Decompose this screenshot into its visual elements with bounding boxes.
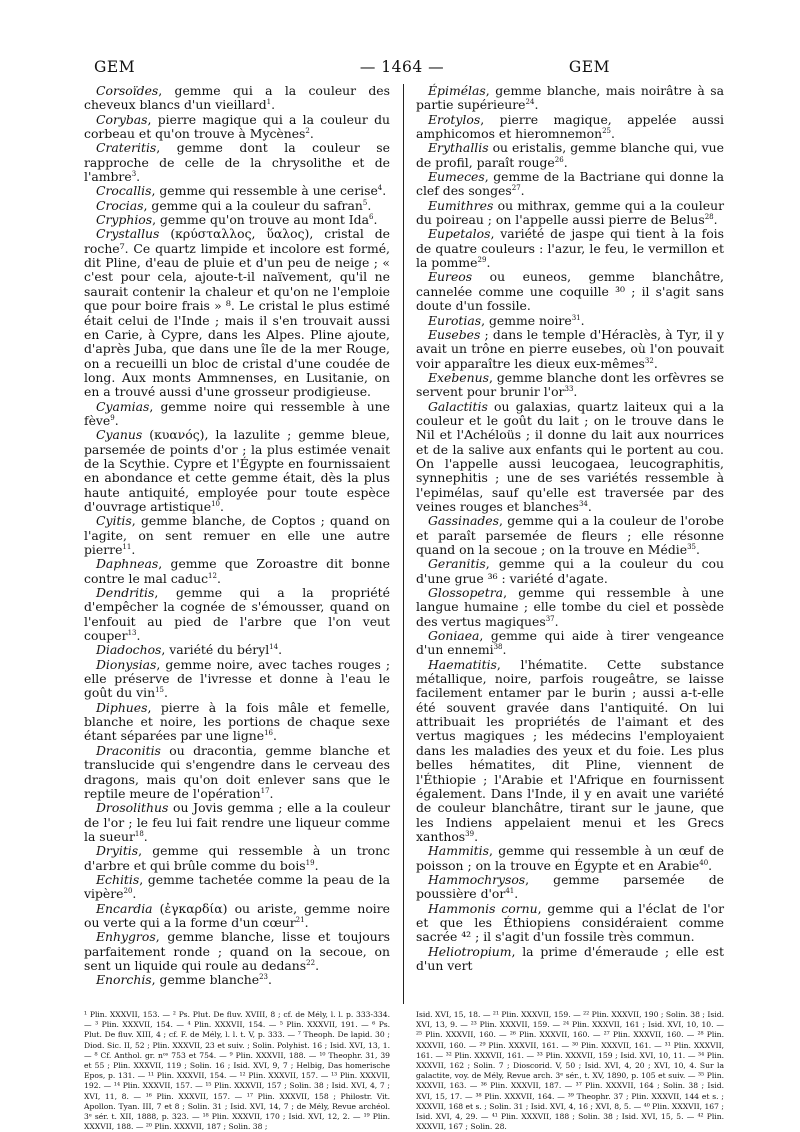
gem-entry: Erythallis ou eristalis, gemme blanche qui, vue de profil, paraît rouge$^{26}$. (416, 140, 724, 170)
footnote-ref: 34 (578, 499, 588, 508)
header-left: GEM (94, 58, 136, 76)
gem-description: ou euneos, gemme blanchâtre, cannelée comme une coquille ³⁰ ; il s'agit sans doute d'un fossile. (416, 269, 724, 314)
gem-entry: Encardia (ἐγκαρδία) ou ariste, gemme noire ou verte qui a la forme d'un cœur$^{21}$. (84, 900, 390, 930)
gem-description: , gemme de la Bactriane qui donne la clef des songes (416, 169, 724, 199)
gem-term: Crateritis (96, 140, 157, 156)
gem-description: , gemme qui ressemble à une cerise (151, 183, 378, 199)
gem-term: Daphneas (96, 556, 159, 572)
gem-term: Glossopetra (428, 585, 504, 601)
gem-description: ou Jovis gemma ; elle a la couleur de l'or ; le feu lui fait rendre une liqueur comme la sueur (84, 800, 390, 844)
gem-term: Gassinades (428, 513, 499, 529)
gem-term: Eurotias (428, 312, 482, 328)
gem-entry: Enhygros, gemme blanche, lisse et toujours parfaitement ronde ; quand on la secoue, on sent un liquide qui roule au dedans$^{22}$. (84, 929, 390, 973)
footnote-ref: 1 (266, 98, 272, 107)
gem-entry: Cyanus (κυανός), la lazulite ; gemme bleue, parsemée de points d'or ; la plus estimée venait de la Scythie. Cypre et l'Égypte en fournissaient en abondance et cette gemme était, dès la plus haute antiquité, employée pour toute espèce d'ouvrage artistique$^{10}$. (84, 427, 390, 514)
gem-description: , gemme qui a l'éclat de l'or et que les Éthiopiens considéraient comme sacrée ⁴² ; il s'agit d'un fossile très commun. (416, 900, 724, 945)
gem-term: Enorchis (96, 972, 152, 988)
gem-entry: Exebenus, gemme blanche dont les orfèvres se servent pour brunir $l'or^{33}$. (416, 369, 724, 400)
footnote-ref: 31 (571, 313, 581, 322)
right-column (416, 84, 724, 973)
footnote-ref: 25 (602, 126, 611, 135)
footnote-ref: 13 (127, 628, 137, 637)
footnote-ref: 4 (377, 184, 383, 193)
gem-description: , gemme blanche, de Coptos ; quand on l'agite, on sent remuer en elle une autre pierre (84, 513, 390, 557)
gem-description: , gemme blanche, mais noirâtre à sa partie supérieure (416, 83, 724, 113)
gem-description: , gemme que Zoroastre dit bonne contre le mal caduc (84, 556, 390, 586)
gem-entry: Dendritis, gemme qui a la propriété d'empêcher la cognée de s'émousser, quand on l'enfouit au pied de l'arbre que l'on veut couper$^{13}$. (84, 585, 390, 644)
footnote-ref: 11 (122, 542, 132, 551)
gem-description: , gemme dont la couleur se rapproche de celle de la chrysolithe et de l'ambre (84, 140, 390, 185)
footnote-ref: 23 (259, 973, 269, 982)
gem-entry: Drosolithus ou Jovis gemma ; elle a la couleur de l'or ; le feu lui fait rendre une liqueur comme la sueur$^{18}$. (84, 800, 390, 844)
gem-description: , variété de jaspe qui tient à la fois de quatre couleurs : l'azur, le feu, le vermillon et la pomme (416, 226, 724, 271)
gem-description: , gemme qui a la couleur des cheveux blancs d'un vieillard (84, 83, 390, 113)
gem-entry: Eurotias, gemme noire$^{31}$. (428, 312, 585, 328)
gem-term: Eusebes (428, 326, 481, 342)
gem-term: Cyamias (96, 398, 150, 414)
gem-term: Cryphios (96, 212, 153, 228)
footnote-ref: 16 (264, 729, 273, 738)
gem-entry: Glossopetra, gemme qui ressemble à une langue humaine ; elle tombe du ciel et possède des vertus magiques$^{37}$. (416, 585, 724, 629)
footnote-ref: 32 (644, 356, 654, 365)
gem-description: , gemme blanche (151, 972, 260, 988)
gem-description: , pierre magique, appelée aussi amphicomos et hieromnemon (416, 111, 724, 142)
footnote-ref: 22 (306, 958, 316, 967)
gem-description: , gemme noire, avec taches rouges ; elle préserve de l'ivresse et donne à l'eau le goût du vin (84, 656, 390, 701)
gem-entry: Hammochrysos, gemme parsemée de poussière $d'or^{41}$. (416, 871, 724, 902)
footnote-ref: 38 (493, 643, 503, 652)
footnote-ref: 35 (687, 542, 696, 551)
footnote-ref: 3 (131, 169, 137, 178)
gem-description: , gemme qui a la couleur du safran (143, 197, 363, 213)
footnote-ref: 33 (564, 385, 574, 394)
gem-term: Corybas (96, 111, 148, 127)
footnote-ref: 6 (368, 212, 374, 221)
gem-description: , gemme noire qui ressemble à une fève (84, 398, 390, 428)
gem-entry (84, 227, 390, 399)
gem-entry: Diphues, pierre à la fois mâle et femelle, blanche et noire, les portions de chaque sexe étant séparées par une ligne$^{16}$. (84, 699, 390, 744)
running-header (84, 58, 720, 82)
gem-term: Cyitis (96, 513, 132, 529)
footnote-ref: 17 (260, 786, 270, 795)
gem-term: Draconitis (96, 742, 161, 758)
gem-entry: Galactitis ou galaxias, quartz laiteux qui a la couleur et le goût du lait ; on le trouve dans le Nil et l'Achéloüs ; il donne du lait aux nourrices et de la salive aux enfants qui le portent au cou. On l'appelle aussi leucogaea, leucographitis, synnephitis ; une de ses variétés ressemble à l'epimélas, sauf qu'elle est traversée par des veines rouges et blanches$^{34}$. (416, 398, 724, 514)
gem-description: , gemme qui ressemble à une langue humaine ; elle tombe du ciel et possède des vertus magiques (416, 585, 724, 629)
footnote-ref: 20 (123, 887, 133, 896)
gem-description: , la prime d'émeraude ; elle est d'un vert (416, 943, 724, 973)
footnote-ref: 5 (362, 198, 368, 207)
gem-term: Echitis (96, 871, 140, 887)
gem-entry (416, 557, 724, 586)
gem-term: Épimélas (428, 83, 486, 98)
gem-term: Goniaea (428, 628, 480, 644)
footnote-ref: 41 (505, 887, 515, 896)
gem-entry: Diadochos, variété du béryl$^{14}$. (96, 642, 283, 658)
gem-description: , l'hématite. Cette substance métallique, noire, parfois rougeâtre, se laisse facilement entamer par le burin ; aussi a-t-elle été souvent gravée dans l'antiquité. On lui attribuait les propriétés de l'aimant et des vertus magiques ; les médecins l'employaient dans les maladies des yeux et du foie. Les plus belles hématites, dit Pline, viennent de l'Éthiopie ; l'Arabie et l'Afrique en fournissent également. Dans l'Inde, il y en avait une variété de couleur blanchâtre, tirant sur le jaune, que les Indiens appelaient menui et les Grecs xanthos (416, 656, 724, 844)
header-right: GEM (568, 58, 610, 76)
gem-description: , gemme qui a la couleur du cou d'une grue ³⁶ : variété d'agate. (416, 556, 724, 586)
gem-entry: Crateritis, gemme dont la couleur se rapproche de celle de la chrysolithe et de l'ambre$^3$. (84, 140, 390, 185)
gem-entry: Draconitis ou dracontia, gemme blanche et translucide qui s'engendre dans le cerveau des dragons, mais qu'on doit enlever sans que le reptile meure de l'opération$^{17}$. (84, 742, 390, 801)
gem-term: Haematitis (428, 656, 497, 672)
gem-description: ou dracontia, gemme blanche et translucide qui s'engendre dans le cerveau des dragons, mais qu'on doit enlever sans que le reptile meure de l'opération (84, 742, 390, 801)
gem-description: , gemme qui a la couleur de l'orobe et paraît parsemée de fleurs ; elle résonne quand on la secoue ; on la trouve en Médie (416, 513, 724, 557)
gem-term: Erythallis (428, 140, 489, 156)
footnote-ref: 21 (295, 915, 305, 924)
page-number: — 1464 — (359, 58, 445, 76)
gem-term: Heliotropium (428, 943, 512, 959)
gem-term: Drosolithus (96, 800, 169, 816)
gem-term: Corsoïdes (96, 83, 159, 98)
gem-entry: Daphneas, gemme que Zoroastre dit bonne contre le mal caduc$^{12}$. (84, 556, 390, 586)
footnote-ref: 14 (269, 643, 279, 652)
gem-description: , gemme qu'on trouve au mont Ida (152, 212, 369, 228)
footnotes-right: Isid. XVI, 15, 18. — ²¹ Plin. XXXVII, 159. — ²² Plin. XXXVII, 190 ; Solin. 38 ; Isid. XVI, 13, 9. — ²³ Plin. XXXVII, 159. — ²⁴ Plin. XXXVII, 161 ; Isid. XVI, 10, 10. — ²⁵ Plin. XXXVII, 160. — ²⁶ Plin. XXXVII, 160. — ²⁷ Plin. XXXVII, 160. — ²⁸ Plin. XXXVII, 160. — ²⁹ Plin. XXXVII, 161. — ³⁰ Plin. XXXVII, 161. — ³¹ Plin. XXXVII, 161. — ³² Plin. XXXVII, 161. — ³³ Plin. XXXVII, 159 ; Isid. XVI, 10, 11. — ³⁴ Plin. XXXVII, 162 ; Solin. 7 ; Dioscorid. V, 50 ; Isid. XVI, 4, 20 ; XVI, 10, 4. Sur la galactite, voy. de Mély, Revue arch. 3ᵉ sér., t. XV, 1890, p. 105 et suiv. — ³⁵ Plin. XXXVII, 163. — ³⁶ Plin. XXXVII, 187. — ³⁷ Plin. XXXVII, 164 ; Solin. 38 ; Isid. XVI, 15, 17. — ³⁸ Plin. XXXVII, 164. — ³⁹ Theophr. 37 ; Plin. XXXVII, 144 et s. ; XXXVII, 168 et s. ; Solin. 31 ; Isid. XVI, 4, 16 ; XVI, 8, 5. — ⁴⁰ Plin. XXXVII, 167 ; Isid. XVI, 4, 29. — ⁴¹ Plin. XXXVII, 188 ; Solin. 38 ; Isid. XVI, 15, 5. — ⁴² Plin. XXXVII, 167 ; Solin. 28. (416, 1010, 724, 1132)
gem-term: Eureos (428, 269, 473, 285)
gem-term: Hammitis (428, 843, 489, 859)
gem-description: , pierre à la fois mâle et femelle, blanche et noire, les portions de chaque sexe étant séparées par une ligne (84, 699, 390, 744)
gem-entry: Haematitis, l'hématite. Cette substance métallique, noire, parfois rougeâtre, se laisse facilement entamer par le burin ; aussi a-t-elle été souvent gravée dans l'antiquité. On lui attribuait les propriétés de l'aimant et des vertus magiques ; les médecins l'employaient dans les maladies des yeux et du foie. Les plus belles hématites, dit Pline, viennent de l'Éthiopie ; l'Arabie et l'Afrique en fournissent également. Dans l'Inde, il y en avait une variété de couleur blanchâtre, tirant sur le jaune, que les Indiens appelaient menui et les Grecs xanthos$^{39}$. (416, 656, 724, 844)
gem-entry: Corybas, pierre magique qui a la couleur du corbeau et qu'on trouve à Mycènes$^2$. (84, 111, 390, 142)
gem-description: , variété du béryl (161, 642, 270, 658)
gem-term: Crocallis (96, 183, 152, 199)
gem-term: Dionysias (96, 656, 157, 672)
footnote-ref: 9 (110, 413, 115, 422)
gem-term: Geranitis (428, 556, 486, 572)
footnote-ref: 19 (305, 858, 315, 867)
gem-entry: Hammitis, gemme qui ressemble à un œuf de poisson ; on la trouve en Égypte et en Arabie$^{40}$. (416, 843, 724, 873)
gem-term: Hammochrysos (428, 871, 526, 887)
gem-entry (416, 270, 724, 313)
gem-term: Cyanus (96, 427, 143, 443)
gem-entry: Eusebes ; dans le temple d'Héraclès, à Tyr, il y avait un trône en pierre eusebes, où l'on pouvait voir apparaître les dieux eux-mêmes$^{32}$. (416, 326, 724, 371)
gem-description: , gemme qui aide à tirer vengeance d'un ennemi (416, 628, 724, 658)
gem-entry: Gassinades, gemme qui a la couleur de l'orobe et paraît parsemée de fleurs ; elle résonne quand on la secoue ; on la trouve en Médie$^{35}$. (416, 513, 724, 557)
gem-entry: Crocias, gemme qui a la couleur du safran$^5$. (96, 197, 372, 213)
footnote-ref: 28 (704, 212, 714, 221)
gem-description: ou eristalis, gemme blanche qui, vue de profil, paraît rouge (416, 140, 724, 170)
gem-description: , gemme qui a la propriété d'empêcher la cognée de s'émousser, quand on l'enfouit au pied de l'arbre que l'on veut couper (84, 585, 390, 644)
gem-description: , gemme tachetée comme la peau de la vipère (84, 871, 390, 902)
gem-entry: Enorchis, gemme blanche$^{23}$. (96, 972, 272, 988)
gem-description: , gemme qui ressemble à un tronc d'arbre et qui brûle comme du bois (84, 843, 390, 873)
gem-entry: Echitis, gemme tachetée comme la peau de la vipère$^{20}$. (84, 871, 390, 902)
footnote-ref: 18 (134, 829, 144, 838)
gem-entry: Cryphios, gemme qu'on trouve au mont Ida$^6$. (96, 212, 378, 228)
gem-entry: Dionysias, gemme noire, avec taches rouges ; elle préserve de l'ivresse et donne à l'eau le goût du vin$^{15}$. (84, 656, 390, 701)
gem-entry (416, 902, 724, 945)
gem-description: (ἐγκαρδία) ou ariste, gemme noire ou verte qui a la forme d'un cœur (84, 900, 390, 930)
gem-entry: Épimélas, gemme blanche, mais noirâtre à sa partie supérieure$^{24}$. (416, 83, 724, 113)
gem-term: Dendritis (96, 585, 155, 601)
footnote-ref: 2 (305, 126, 310, 135)
gem-term: Eumeces (428, 169, 485, 185)
gem-entry: Eupetalos, variété de jaspe qui tient à la fois de quatre couleurs : l'azur, le feu, le vermillon et la pomme$^{29}$. (416, 226, 724, 271)
footnote-ref: 10 (211, 499, 221, 508)
gem-term: Galactitis (428, 398, 488, 414)
gem-entry: Goniaea, gemme qui aide à tirer vengeance d'un ennemi$^{38}$. (416, 628, 724, 658)
gem-entry: Eumeces, gemme de la Bactriane qui donne la clef des songes$^{27}$. (416, 169, 724, 199)
footnote-ref: 26 (554, 155, 564, 164)
gem-term: Dryitis (96, 843, 139, 859)
gem-term: Exebenus (428, 369, 489, 385)
gem-description: (κυανός), la lazulite ; gemme bleue, parsemée de points d'or ; la plus estimée venait de la Scythie. Cypre et l'Égypte en fournissaient en abondance et cette gemme était, dès la plus haute antiquité, employée pour toute espèce d'ouvrage artistique (84, 427, 390, 514)
gem-description: ou mithrax, gemme qui a la couleur du poireau ; on l'appelle aussi pierre de Belus (416, 197, 724, 228)
footnote-ref: 27 (511, 184, 521, 193)
left-column (84, 84, 390, 988)
gem-description: , gemme noire (481, 312, 572, 328)
footnote-ref: 24 (525, 98, 535, 107)
gem-term: Eupetalos (428, 226, 491, 242)
gem-entry: Eumithres ou mithrax, gemme qui a la couleur du poireau ; on l'appelle aussi pierre de Belus$^{28}$. (416, 197, 724, 228)
gem-term: Diadochos (96, 642, 162, 658)
gem-term: Enhygros (96, 929, 156, 945)
gem-term: Diphues (96, 699, 148, 715)
footnote-ref: 40 (699, 858, 709, 867)
gem-description: ; dans le temple d'Héraclès, à Tyr, il y avait un trône en pierre eusebes, où l'on pouvait voir apparaître les dieux eux-mêmes (416, 326, 724, 371)
gem-term: Crystallus (96, 226, 160, 242)
footnote-ref: 12 (208, 571, 217, 580)
footnote-ref: 39 (465, 829, 475, 838)
footnotes-left: ¹ Plin. XXXVII, 153. — ² Ps. Plut. De fluv. XVIII, 8 ; cf. de Mély, l. l. p. 333-334. — ³ Plin. XXXVII, 154. — ⁴ Plin. XXXVII, 154. — ⁵ Plin. XXXVII, 191. — ⁶ Ps. Plut. De fluv. XIII, 4 ; cf. F. de Mély, l. l. t. V, p. 333. — ⁷ Theoph. De lapid. 30 ; Diod. Sic. II, 52 ; Plin. XXXVII, 23 et suiv. ; Solin. Polyhist. 16 ; Isid. XVI, 13, 1. — ⁸ Cf. Anthol. gr. nᵒˢ 753 et 754. — ⁹ Plin. XXXVII, 188. — ¹⁰ Theophr. 31, 39 et 55 ; Plin. XXXVII, 119 ; Solin. 16 ; Isid. XVI, 9, 7 ; Helbig, Das homerische Epos, p. 131. — ¹¹ Plin. XXXVII, 154. — ¹² Plin. XXXVII, 157. — ¹³ Plin. XXXVII, 192. — ¹⁴ Plin. XXXVII, 157. — ¹⁵ Plin. XXXVII, 157 ; Solin. 38 ; Isid. XVI, 4, 7 ; XVI, 11, 8. — ¹⁶ Plin. XXXVII, 157. — ¹⁷ Plin. XXXVII, 158 ; Philostr. Vit. Apollon. Tyan. III, 7 et 8 ; Solin. 31 ; Isid. XVI, 14, 7 ; de Mély, Revue archéol. 3ᵉ sér. t. XII, 1888, p. 323. — ¹⁸ Plin. XXXVII, 170 ; Isid. XVI, 12, 2. — ¹⁹ Plin. XXXVII, 188. — ²⁰ Plin. XXXVII, 187 ; Solin. 38 ; (84, 1010, 390, 1132)
gem-entry: Cyamias, gemme noire qui ressemble à une fève$^9$. (84, 398, 390, 428)
gem-description: (κρύσταλλος, ὕαλος), cristal de roche⁷. Ce quartz limpide et incolore est formé, dit Pline, d'eau de pluie et d'un peu de neige ; « c'est pour cela, ajoute-t-il naïvement, qu'il ne saurait contenir la chaleur et qu'on ne l'emploie que pour boire frais » ⁸. Le cristal le plus estimé était celui de l'Inde ; mais il s'en trouvait aussi en Carie, à Cypre, dans les Alpes. Pline ajoute, d'après Juba, que dans une île de la mer Rouge, on a recueilli un bloc de cristal d'une coudée de long. Aux monts Ammnenses, en Lusitanie, on en a trouvé aussi d'une grosseur prodigieuse. (84, 226, 390, 400)
gem-description: , pierre magique qui a la couleur du corbeau et qu'on trouve à Mycènes (84, 111, 390, 142)
gem-entry: Corsoïdes, gemme qui a la couleur des cheveux blancs d'un vieillard$^1$. (84, 83, 390, 113)
footnote-ref: 15 (155, 686, 165, 695)
gem-term: Crocias (96, 197, 144, 213)
gem-entry: Cyitis, gemme blanche, de Coptos ; quand on l'agite, on sent remuer en elle une autre pierre$^{11}$. (84, 513, 390, 557)
gem-entry (416, 945, 724, 974)
gem-description: ou galaxias, quartz laiteux qui a la couleur et le goût du lait ; on le trouve dans le Nil et l'Achéloüs ; il donne du lait aux nourrices et de la salive aux enfants qui le portent au cou. On l'appelle aussi leucogaea, leucographitis, synnephitis ; une de ses variétés ressemble à l'epimélas, sauf qu'elle est traversée par des veines rouges et blanches (416, 398, 724, 514)
gem-term: Erotylos (428, 111, 481, 127)
footnote-ref: 29 (477, 256, 487, 264)
column-divider (403, 84, 404, 1004)
gem-entry: Crocallis, gemme qui ressemble à une cerise$^4$. (96, 183, 387, 199)
gem-description: , gemme blanche, lisse et toujours parfaitement ronde ; quand on la secoue, on sent un liquide qui roule au dedans (84, 929, 390, 973)
gem-entry: Erotylos, pierre magique, appelée aussi amphicomos et hieromnemon$^{25}$. (416, 111, 724, 142)
gem-description: , gemme qui ressemble à un œuf de poisson ; on la trouve en Égypte et en Arabie (416, 843, 724, 873)
gem-entry: Dryitis, gemme qui ressemble à un tronc d'arbre et qui brûle comme du bois$^{19}$. (84, 843, 390, 873)
gem-description: , gemme parsemée de poussière d'or (416, 871, 724, 902)
gem-term: Eumithres (428, 197, 494, 213)
gem-term: Encardia (96, 900, 153, 916)
gem-term: Hammonis cornu (428, 900, 538, 916)
footnote-ref: 37 (545, 614, 555, 623)
gem-description: , gemme blanche dont les orfèvres se servent pour brunir l'or (416, 369, 724, 400)
